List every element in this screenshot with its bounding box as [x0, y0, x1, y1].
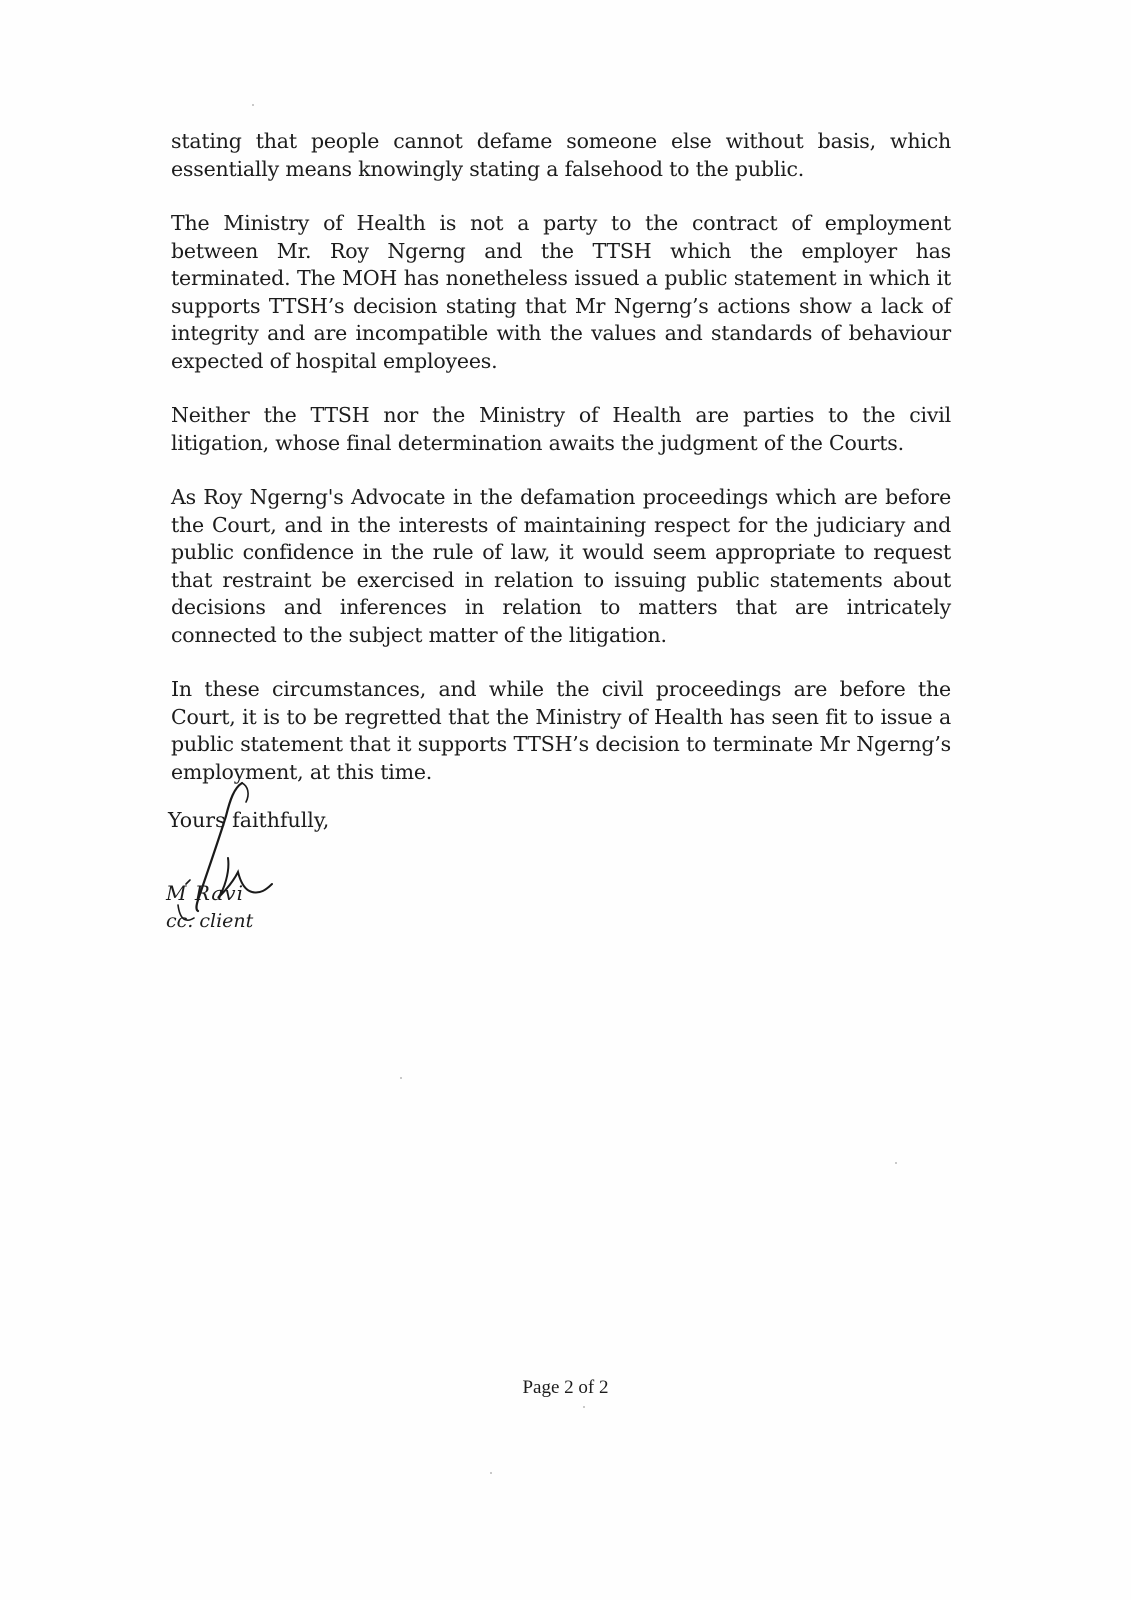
scan-speck: [895, 1162, 897, 1164]
scan-speck: [583, 1406, 585, 1408]
letter-body: [171, 128, 951, 813]
cc-line: cc. client: [166, 910, 254, 932]
paragraph-2: The Ministry of Health is not a party to the contract of employment between Mr. Roy Ngerng and the TTSH which the employer has terminated. The MOH has nonetheless issued a public statement in which it supports TTSH’s decision stating that Mr Ngerng’s actions show a lack of integrity and are incompatible with the values and standards of behaviour expected of hospital employees.: [171, 211, 951, 373]
scan-speck: [400, 1077, 402, 1079]
paragraph-1: stating that people cannot defame someone else without basis, which essentially means knowingly stating a falsehood to the public.: [171, 129, 951, 181]
scan-speck: [490, 1472, 492, 1474]
paragraph-4: As Roy Ngerng's Advocate in the defamation proceedings which are before the Court, and in the interests of maintaining respect for the judiciary and public confidence in the rule of law, it would seem appropriate to request that restraint be exercised in relation to issuing public statements about decisions and inferences in relation to matters that are intricately connected to the subject matter of the litigation.: [171, 485, 951, 647]
signatory-name: M Ravi: [166, 881, 244, 905]
paragraph-3: Neither the TTSH nor the Ministry of Health are parties to the civil litigation, whose final determination awaits the judgment of the Courts.: [171, 403, 951, 455]
page-number: Page 2 of 2: [522, 1377, 609, 1398]
closing-salutation: Yours faithfully,: [168, 808, 330, 832]
paragraph-5: In these circumstances, and while the civil proceedings are before the Court, it is to be regretted that the Ministry of Health has seen fit to issue a public statement that it supports TTSH’s decision to terminate Mr Ngerng’s employment, at this time.: [171, 677, 951, 784]
scan-speck: [252, 104, 254, 106]
